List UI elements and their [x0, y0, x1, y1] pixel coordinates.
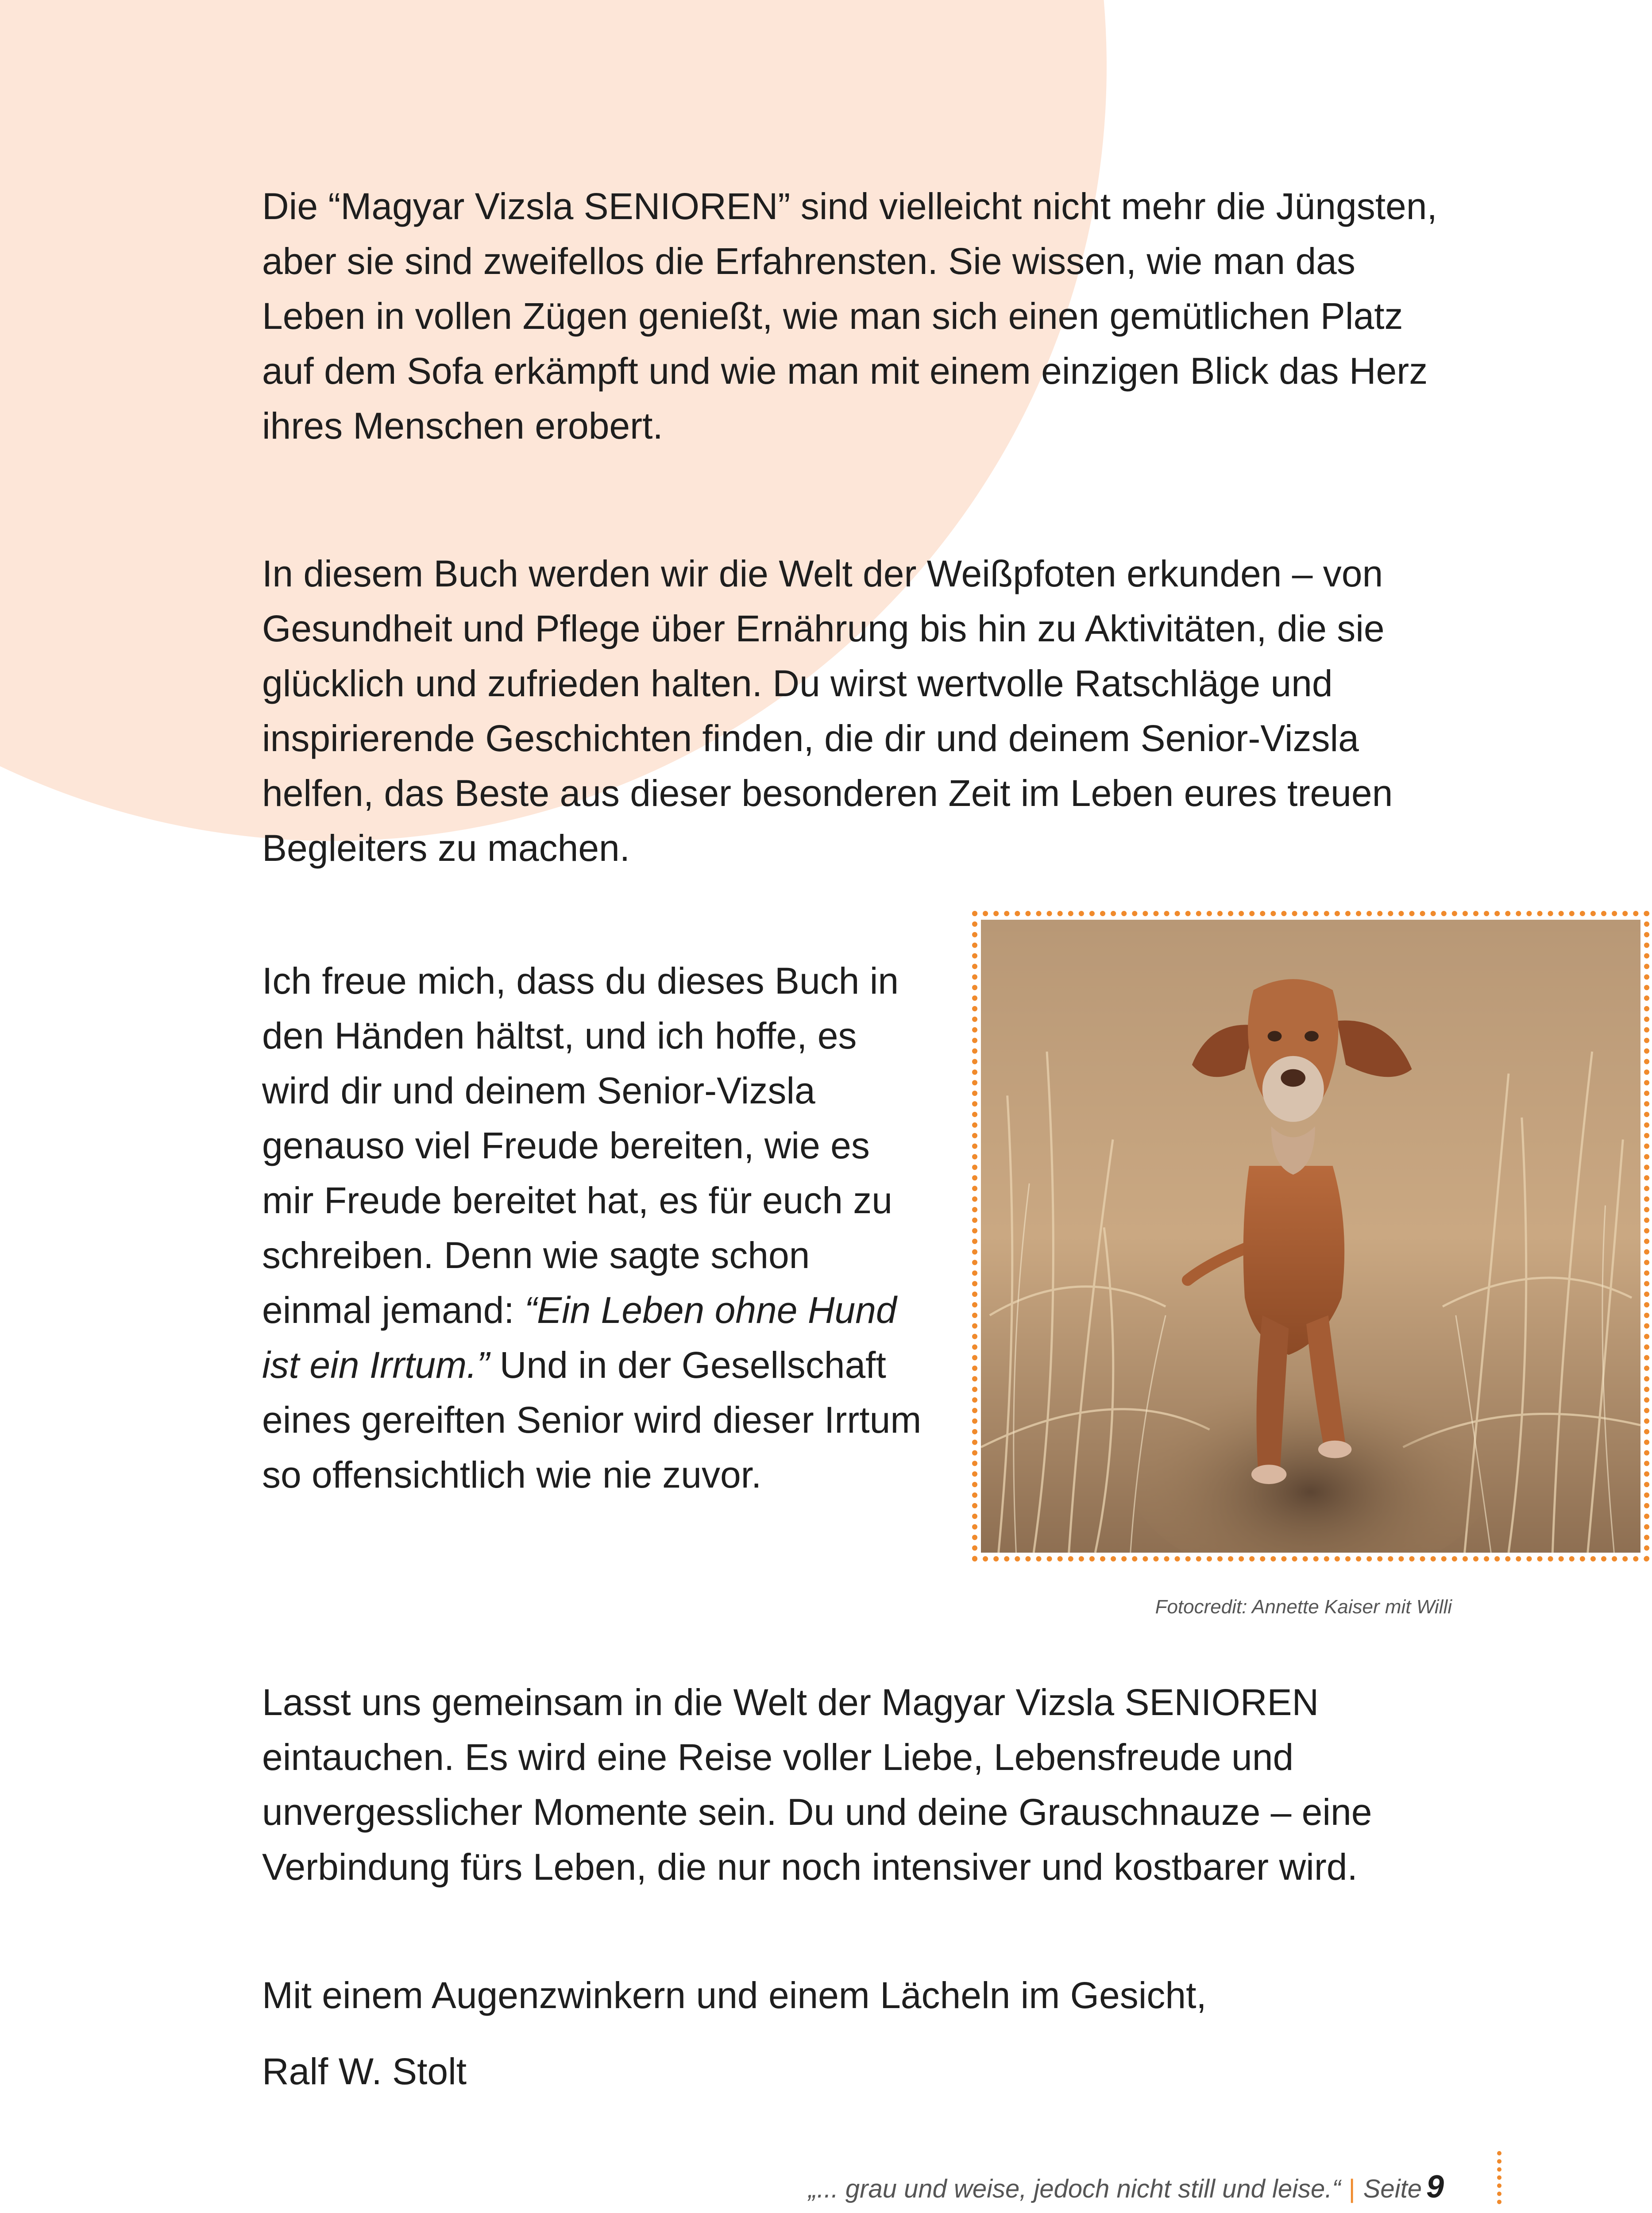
footer-dotted-divider	[1497, 2151, 1501, 2204]
page-label: Seite	[1363, 2174, 1422, 2203]
invitation-paragraph: Lasst uns gemeinsam in die Welt der Magyar Vizsla SENIOREN eintauchen. Es wird eine Reise voller Liebe, Lebensfreude und unvergesslicher Momente sein. Du und deine Grauschnauze – eine Verbindung fürs Leben, die nur noch intensiver und kostbarer wird.	[262, 1681, 1372, 1888]
book-overview-paragraph: In diesem Buch werden wir die Welt der Weißpfoten erkunden – von Gesundheit und Pflege über Ernährung bis hin zu Aktivitäten, die sie glücklich und zufrieden halten. Du wirst wertvolle Ratschläge und inspirierende Geschichten finden, die dir und deinem Senior-Vizsla helfen, das Beste aus dieser besonderen Zeit im Leben eures treuen Begleiters zu machen.	[262, 553, 1393, 869]
intro-paragraph: Die “Magyar Vizsla SENIOREN” sind vielleicht nicht mehr die Jüngsten, aber sie sind zweifellos die Erfahrensten. Sie wissen, wie man das Leben in vollen Zügen genießt, wie man sich einen gemütlichen Platz auf dem Sofa erkämpft und wie man mit einem einzigen Blick das Herz ihres Menschen erobert.	[262, 185, 1437, 447]
footer-separator: |	[1348, 2174, 1355, 2203]
page-footer	[808, 2169, 1444, 2205]
quote-paragraph	[262, 953, 926, 1502]
footer-tagline: „... grau und weise, jedoch nicht still und leise.“	[808, 2174, 1341, 2203]
closing-line: Mit einem Augenzwinkern und einem Lächeln im Gesicht,	[262, 1974, 1207, 2016]
quote-paragraph-intro: Ich freue mich, dass du dieses Buch in den Händen hältst, und ich hoffe, es wird dir und deinem Senior-Vizsla genauso viel Freude bereiten, wie es mir Freude bereitet hat, es für euch zu schreiben. Denn wie sagte schon einmal jemand:	[262, 960, 899, 1331]
quote-paragraph-outro: Und in der Gesellschaft eines gereiften Senior wird dieser Irrtum so offensichtlich wie nie zuvor.	[262, 1344, 922, 1496]
dog-quote: “Ein Leben ohne Hund ist ein Irrtum.”	[262, 1289, 897, 1386]
dog-photo-frame	[972, 911, 1649, 1561]
author-signature: Ralf W. Stolt	[262, 2051, 467, 2092]
vizsla-dog-photo	[981, 920, 1640, 1553]
photo-credit: Fotocredit: Annette Kaiser mit Willi	[1155, 1596, 1452, 1618]
page-number: 9	[1426, 2169, 1444, 2205]
